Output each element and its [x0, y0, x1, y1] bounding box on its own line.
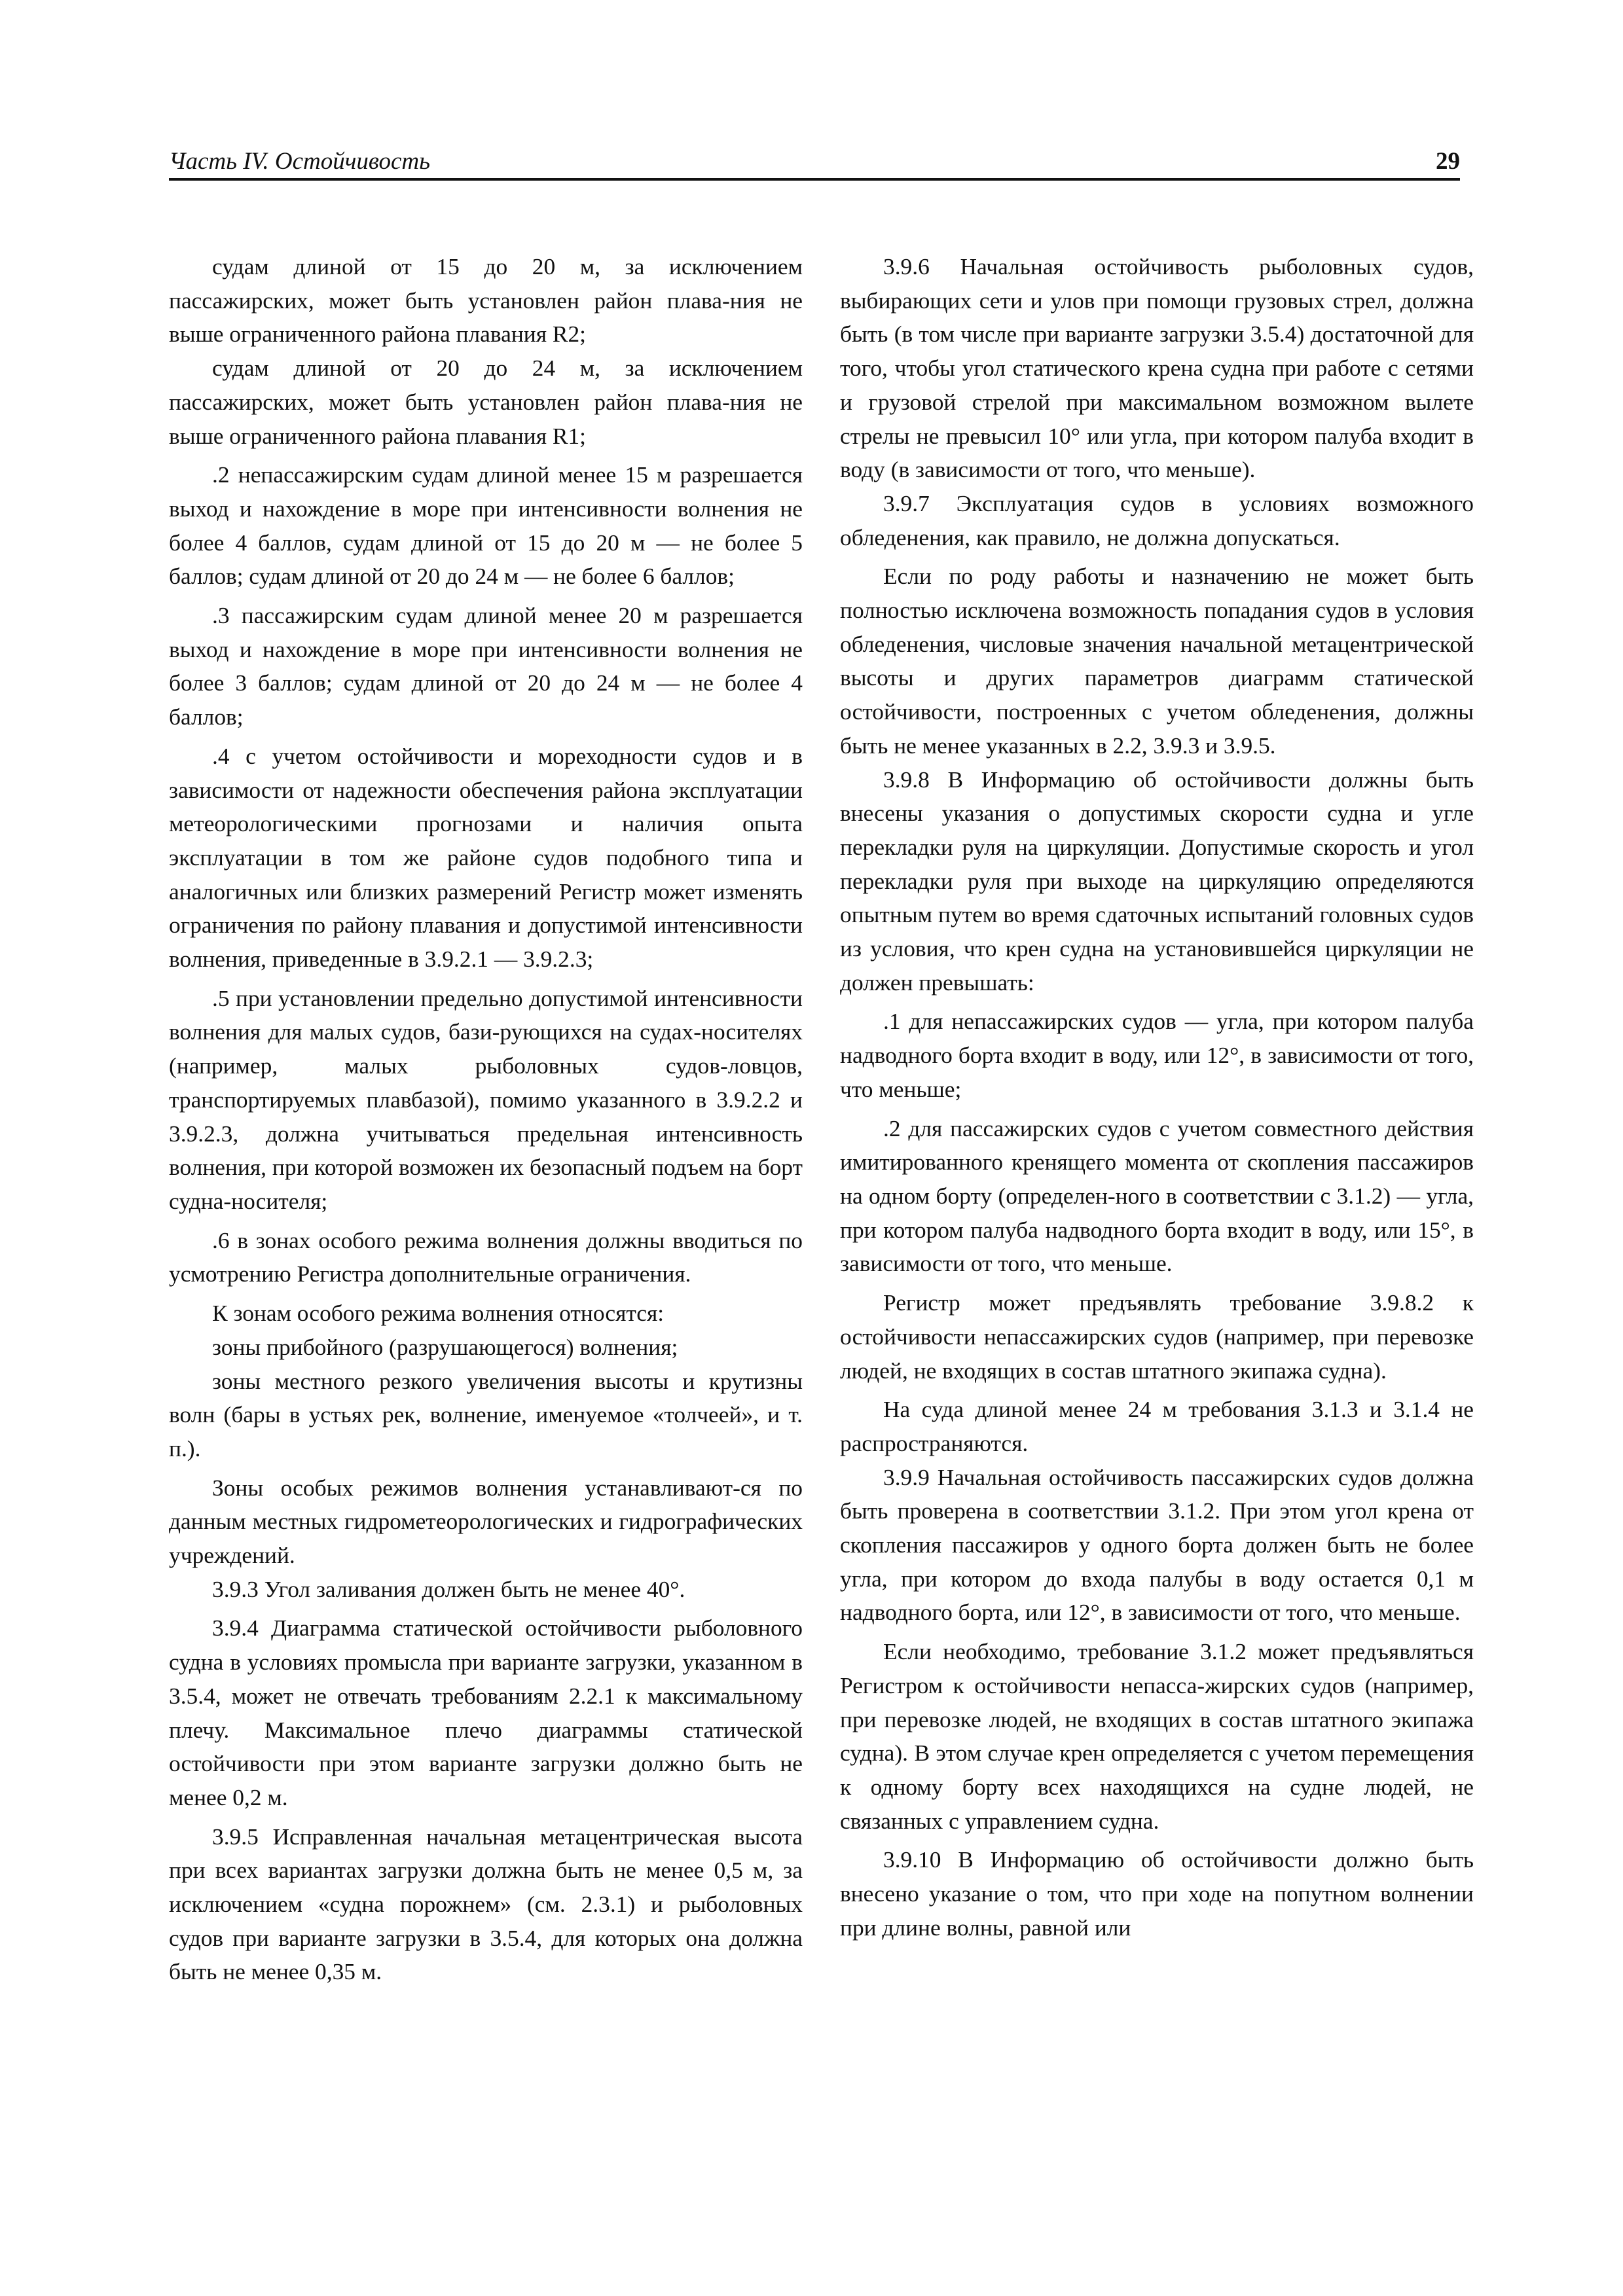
section-3-9-10: 3.9.10 В Информацию об остойчивости должно быть внесено указание о том, что при ходе на попутном волнении при длине волны, равной или: [840, 1846, 1474, 1941]
section-3-9-8: 3.9.8 В Информацию об остойчивости должны быть внесены указания о допустимых скорости судна и угле перекладки руля на циркуляции. Допустимые скорость и угол перекладки руля при выходе на циркуляцию определяются опытным путем во время сдаточных испытаний головных судов из условия, что крен судна на установившейся циркуляции не должен превышать:: [840, 766, 1474, 996]
paragraph: .2 непассажирским судам длиной менее 15 м разрешается выход и нахождение в море при интенсивности волнения не более 4 баллов, судам длиной от 15 до 20 м — не более 5 баллов; судам длиной от 20 до 24 м — не более 6 баллов;: [169, 461, 803, 590]
paragraph: .6 в зонах особого режима волнения должны вводиться по усмотрению Регистра дополнительные ограничения.: [169, 1227, 803, 1287]
page-header: [169, 145, 1460, 178]
paragraph: .1 для непассажирских судов — угла, при котором палуба надводного борта входит в воду, или 12°, в зависимости от того, что меньше;: [840, 1008, 1474, 1102]
paragraph: На суда длиной менее 24 м требования 3.1.3 и 3.1.4 не распространяются.: [840, 1396, 1474, 1456]
page-number: 29: [1436, 148, 1460, 175]
header-rule: [169, 178, 1460, 181]
section-3-9-9: 3.9.9 Начальная остойчивость пассажирских судов должна быть проверена в соответствии 3.1.2. При этом угол крена от скопления пассажиров у одного борта должен быть не более угла, при котором до входа палубы в воду остается 0,1 м надводного борта, или 12°, в зависимости от того, что меньше.: [840, 1463, 1474, 1626]
paragraph: Зоны особых режимов волнения устанавливают-ся по данным местных гидрометеорологических и гидрографических учреждений.: [169, 1474, 803, 1569]
paragraph: Регистр может предъявлять требование 3.9.8.2 к остойчивости непассажирских судов (например, при перевозке людей, не входящих в состав штатного экипажа судна).: [840, 1289, 1474, 1384]
paragraph: зоны местного резкого увеличения высоты и крутизны волн (бары в устьях рек, волнение, именуемое «толчеей», и т. п.).: [169, 1367, 803, 1462]
section-3-9-3: 3.9.3 Угол заливания должен быть не менее 40°.: [212, 1575, 685, 1602]
running-title: Часть IV. Остойчивость: [169, 148, 430, 175]
section-3-9-5: 3.9.5 Исправленная начальная метацентрическая высота при всех вариантах загрузки должна быть не менее 0,5 м, за исключением «судна порожнем» (см. 2.3.1) и рыболовных судов при варианте загрузки в 3.5.4, для которых она должна быть не менее 0,35 м.: [169, 1823, 803, 1985]
paragraph: зоны прибойного (разрушающегося) волнения;: [212, 1333, 678, 1360]
section-3-9-4: 3.9.4 Диаграмма статической остойчивости рыболовного судна в условиях промысла при варианте загрузки, указанном в 3.5.4, может не отвечать требованиям 2.2.1 к максимальному плечу. Максимальное плечо диаграммы статической остойчивости при этом варианте загрузки должно быть не менее 0,2 м.: [169, 1615, 803, 1810]
paragraph: .4 с учетом остойчивости и мореходности судов и в зависимости от надежности обеспечения района эксплуатации метеорологическими прогнозами и наличия опыта эксплуатации в том же районе судов подобного типа и аналогичных или близких размерений Регистр может изменять ограничения по району плавания и допустимой интенсивности волнения, приведенные в 3.9.2.1 — 3.9.2.3;: [169, 742, 803, 973]
paragraph: .2 для пассажирских судов с учетом совместного действия имитированного кренящего момента от скопления пассажиров на одном борту (определен-ного в соответствии с 3.1.2) — угла, при котором палуба надводного борта входит в воду, или 15°, в зависимости от того, что меньше.: [840, 1115, 1474, 1277]
paragraph: судам длиной от 20 до 24 м, за исключением пассажирских, может быть установлен район плава-ния не выше ограниченного района плавания R1;: [169, 355, 803, 449]
paragraph: Если по роду работы и назначению не может быть полностью исключена возможность попадания судов в условия обледенения, числовые значения начальной метацентрической высоты и других параметров диаграмм статической остойчивости, построенных с учетом обледенения, должны быть не менее указанных в 2.2, 3.9.3 и 3.9.5.: [840, 563, 1474, 759]
paragraph: судам длиной от 15 до 20 м, за исключением пассажирских, может быть установлен район плава-ния не выше ограниченного района плавания R2;: [169, 253, 803, 348]
left-column: [169, 250, 803, 1989]
paragraph: К зонам особого режима волнения относятся:: [212, 1300, 665, 1327]
right-column: [840, 250, 1474, 1945]
paragraph: .3 пассажирским судам длиной менее 20 м разрешается выход и нахождение в море при интенсивности волнения не более 3 баллов; судам длиной от 20 до 24 м — не более 4 баллов;: [169, 602, 803, 730]
paragraph: .5 при установлении предельно допустимой интенсивности волнения для малых судов, бази-рующихся на судах-носителях (например, малых рыболовных судов-ловцов, транспортируемых плавбазой), помимо указанного в 3.9.2.2 и 3.9.2.3, должна учитываться предельная интенсивность волнения, при которой возможен их безопасный подъем на борт судна-носителя;: [169, 984, 803, 1214]
paragraph: Если необходимо, требование 3.1.2 может предъявляться Регистром к остойчивости непасса-жирских судов (например, при перевозке людей, не входящих в состав штатного экипажа судна). В этом случае крен определяется с учетом перемещения к одному борту всех находящихся на судне людей, не связанных с управлением судна.: [840, 1638, 1474, 1834]
section-3-9-6: 3.9.6 Начальная остойчивость рыболовных судов, выбирающих сети и улов при помощи грузовых стрел, должна быть (в том числе при варианте загрузки 3.5.4) достаточной для того, чтобы угол статического крена судна при работе с сетями и грузовой стрелой при максимальном возможном вылете стрелы не превысил 10° или угла, при котором палуба входит в воду (в зависимости от того, что меньше).: [840, 253, 1474, 483]
section-3-9-7: 3.9.7 Эксплуатация судов в условиях возможного обледенения, как правило, не должна допускаться.: [840, 490, 1474, 550]
